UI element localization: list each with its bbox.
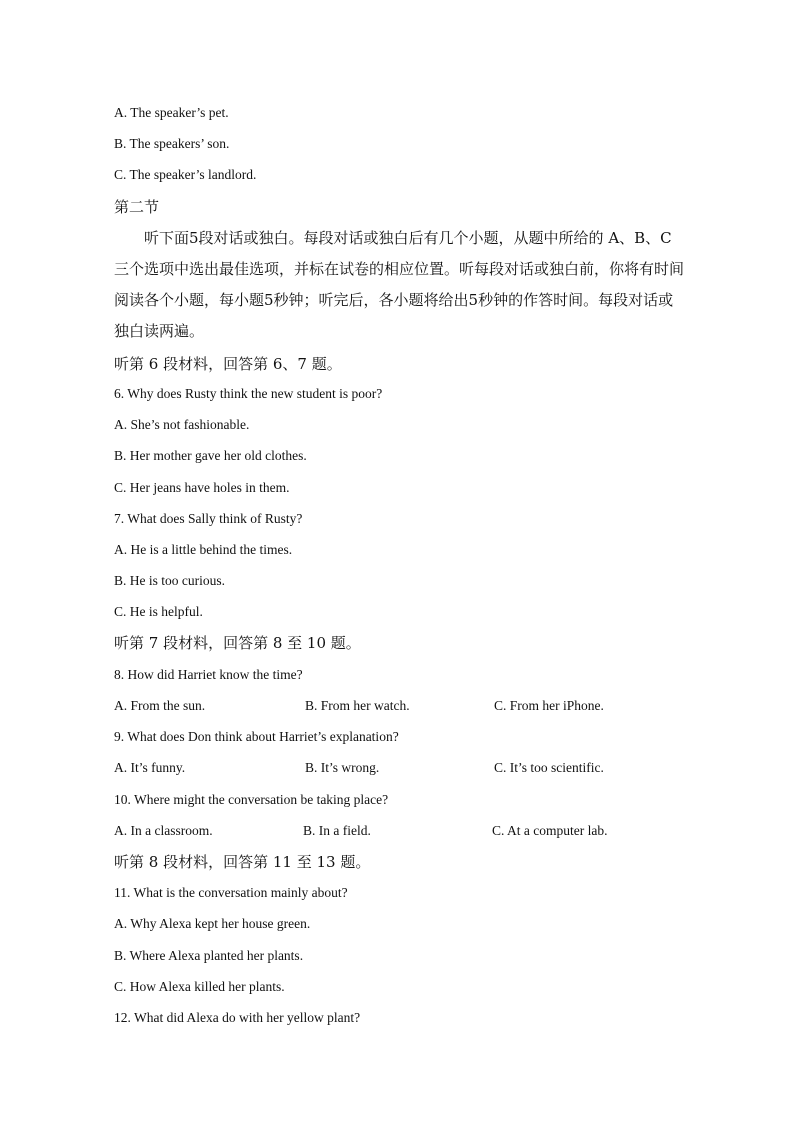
q6-option-c: C. Her jeans have holes in them. (114, 480, 290, 495)
q8-option-a: A. From the sun. (114, 698, 206, 713)
q9-option-c: C. It’s too scientific. (494, 760, 604, 775)
q7-question: 7. What does Sally think of Rusty? (114, 511, 303, 526)
q7-option-a: A. He is a little behind the times. (114, 542, 293, 557)
group7-header: 听第 7 段材料，回答第 8 至 10 题。 (114, 634, 361, 652)
q11-question: 11. What is the conversation mainly about? (114, 885, 348, 900)
group6-header: 听第 6 段材料，回答第 6、7 题。 (114, 355, 342, 373)
q11-option-c: C. How Alexa killed her plants. (114, 979, 285, 994)
q6-option-a: A. She’s not fashionable. (114, 417, 250, 432)
group8-header: 听第 8 段材料，回答第 11 至 13 题。 (114, 853, 371, 871)
q10-option-a: A. In a classroom. (114, 823, 213, 838)
q5-option-a: A. The speaker’s pet. (114, 105, 229, 120)
q6-option-b: B. Her mother gave her old clothes. (114, 448, 307, 463)
q11-option-b: B. Where Alexa planted her plants. (114, 948, 304, 963)
q10-question: 10. Where might the conversation be taking place? (114, 792, 389, 807)
section-instructions: 听下面5段对话或独白。每段对话或独白后有几个小题，从题中所给的 A、B、C三个选项中选出最佳选项，并标在试卷的相应位置。听每段对话或独白前，你将有时间阅读各个小题，每小题5秒钟；听完后，各小题将给出5秒钟的作答时间。每段对话或独白读两遍。 (114, 229, 685, 340)
q9-option-a: A. It’s funny. (114, 760, 186, 775)
q12-question: 12. What did Alexa do with her yellow plant? (114, 1010, 361, 1025)
section-title: 第二节 (114, 198, 160, 216)
q5-option-c: C. The speaker’s landlord. (114, 167, 257, 182)
q6-question: 6. Why does Rusty think the new student is poor? (114, 386, 383, 401)
q9-option-b: B. It’s wrong. (305, 760, 380, 775)
q11-option-a: A. Why Alexa kept her house green. (114, 916, 311, 931)
q8-option-b: B. From her watch. (305, 698, 410, 713)
q7-option-b: B. He is too curious. (114, 573, 225, 588)
q7-option-c: C. He is helpful. (114, 604, 203, 619)
q10-option-c: C. At a computer lab. (492, 823, 608, 838)
q8-option-c: C. From her iPhone. (494, 698, 604, 713)
q10-option-b: B. In a field. (303, 823, 371, 838)
q9-question: 9. What does Don think about Harriet’s explanation? (114, 729, 399, 744)
q8-question: 8. How did Harriet know the time? (114, 667, 303, 682)
q5-option-b: B. The speakers’ son. (114, 136, 230, 151)
